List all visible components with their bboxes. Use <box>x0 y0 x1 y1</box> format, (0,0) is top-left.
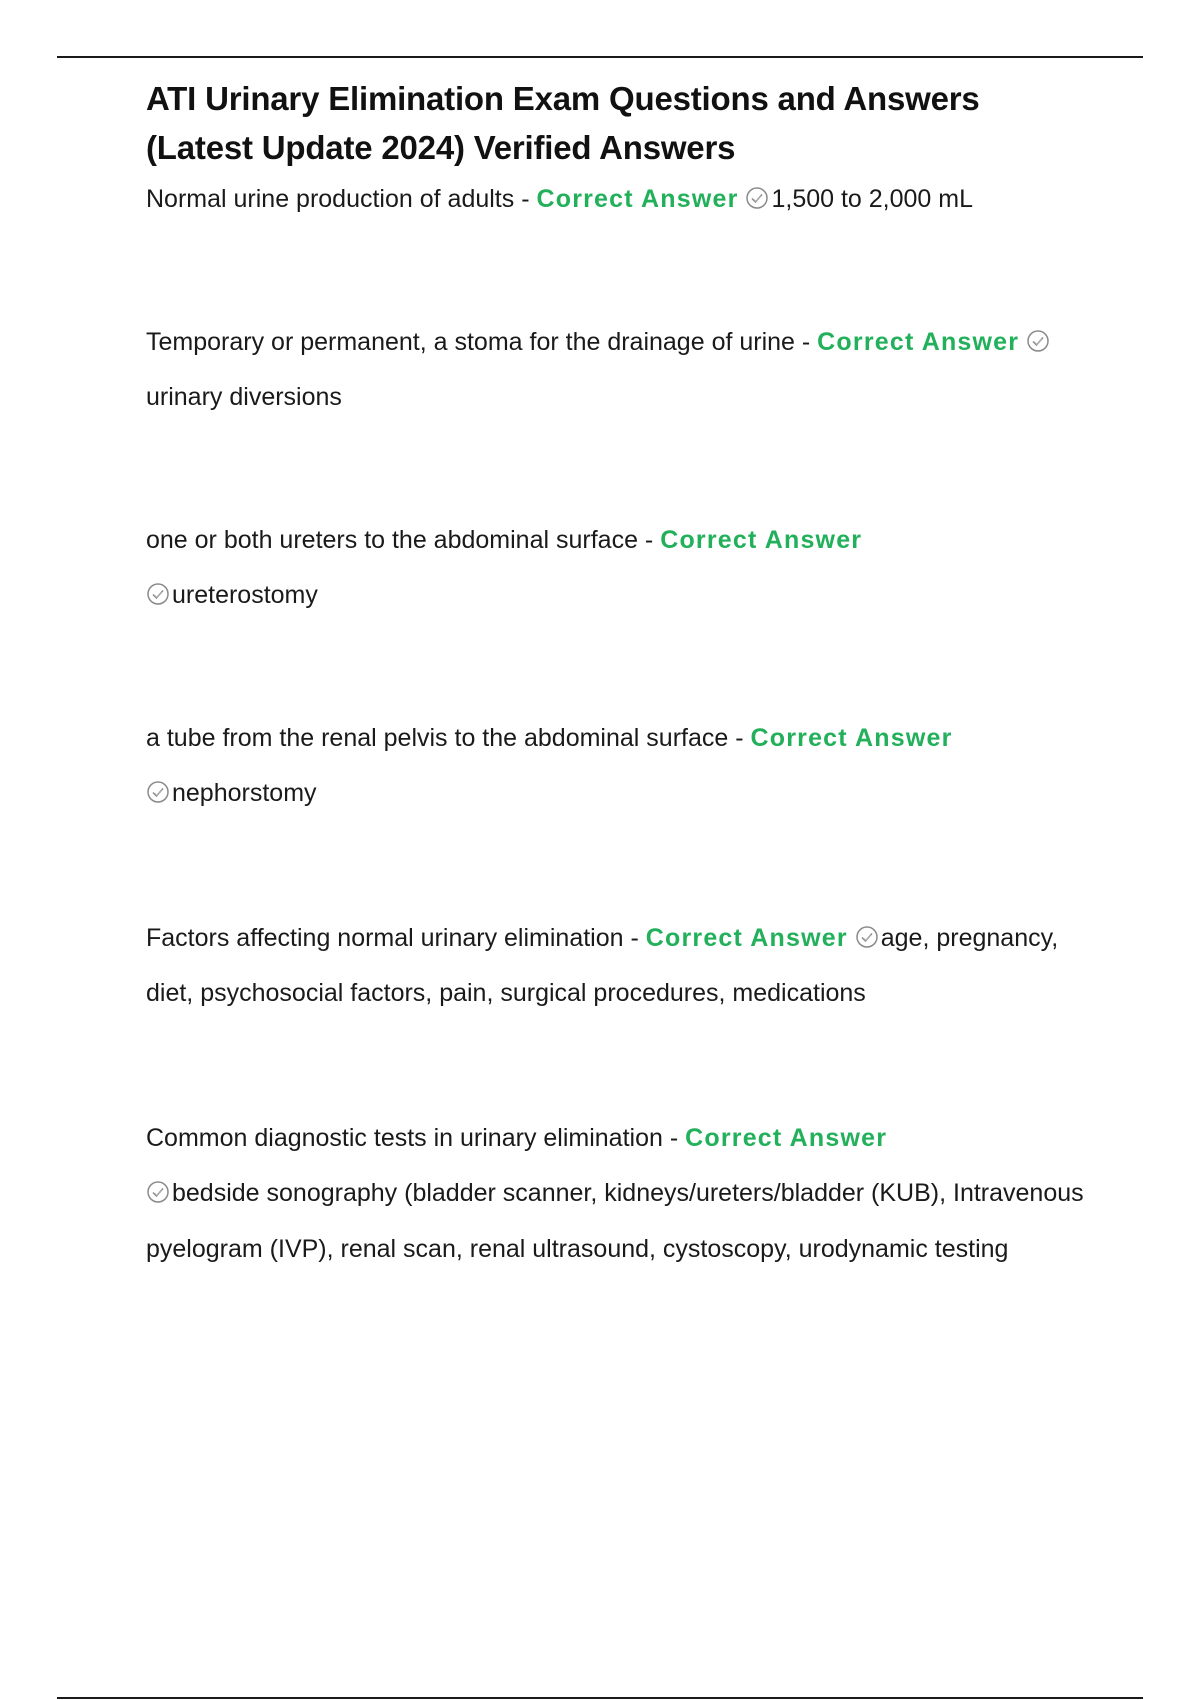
separator: - <box>514 185 537 213</box>
title-line-2: (Latest Update 2024) Verified Answers <box>146 129 736 166</box>
check-circle-icon <box>745 186 769 210</box>
question-text: Temporary or permanent, a stoma for the drainage of urine <box>146 327 795 356</box>
correct-answer-label: Correct Answer <box>645 923 848 952</box>
correct-answer-label: Correct Answer <box>536 185 739 213</box>
question-text: Normal urine production of adults <box>146 185 515 213</box>
qa-item <box>146 172 1086 228</box>
question-text: Factors affecting normal urinary elimination <box>146 923 624 952</box>
question-text: one or both ureters to the abdominal surface <box>146 525 638 554</box>
answer-text: 1,500 to 2,000 mL <box>771 185 974 213</box>
document-body <box>146 74 1086 1277</box>
separator: - <box>623 923 646 952</box>
check-circle-icon <box>1026 329 1050 353</box>
qa-item <box>146 711 1086 822</box>
bottom-rule <box>57 1697 1143 1699</box>
qa-item <box>146 513 1086 624</box>
answer-text: nephorstomy <box>172 779 317 807</box>
separator: - <box>637 525 661 554</box>
correct-answer-label: Correct Answer <box>660 525 863 554</box>
question-text: Common diagnostic tests in urinary elimination <box>146 1123 663 1152</box>
title-line-1: ATI Urinary Elimination Exam Questions and Answers <box>146 80 980 117</box>
document-title <box>146 74 1086 172</box>
separator: - <box>794 327 818 356</box>
correct-answer-label: Correct Answer <box>685 1123 888 1152</box>
question-text: a tube from the renal pelvis to the abdominal surface <box>146 723 729 752</box>
separator: - <box>662 1123 686 1152</box>
qa-item <box>146 1111 1086 1278</box>
qa-item <box>146 911 1086 1022</box>
check-circle-icon <box>146 1180 170 1204</box>
separator: - <box>728 723 751 752</box>
correct-answer-label: Correct Answer <box>750 723 953 752</box>
answer-text: ureterostomy <box>172 581 318 609</box>
answer-text: urinary diversions <box>146 383 342 411</box>
correct-answer-label: Correct Answer <box>817 327 1020 356</box>
check-circle-icon <box>146 780 170 804</box>
check-circle-icon <box>855 925 879 949</box>
qa-item <box>146 315 1086 426</box>
answer-text: bedside sonography (bladder scanner, kidneys/ureters/bladder (KUB), Intravenous pyelogram (IVP), renal scan, renal ultrasound, cystoscopy, urodynamic testing <box>146 1179 1084 1263</box>
top-rule <box>57 56 1143 58</box>
check-circle-icon <box>146 582 170 606</box>
answer-text: age, pregnancy, diet, psychosocial factors, pain, surgical procedures, medications <box>146 923 1059 1007</box>
